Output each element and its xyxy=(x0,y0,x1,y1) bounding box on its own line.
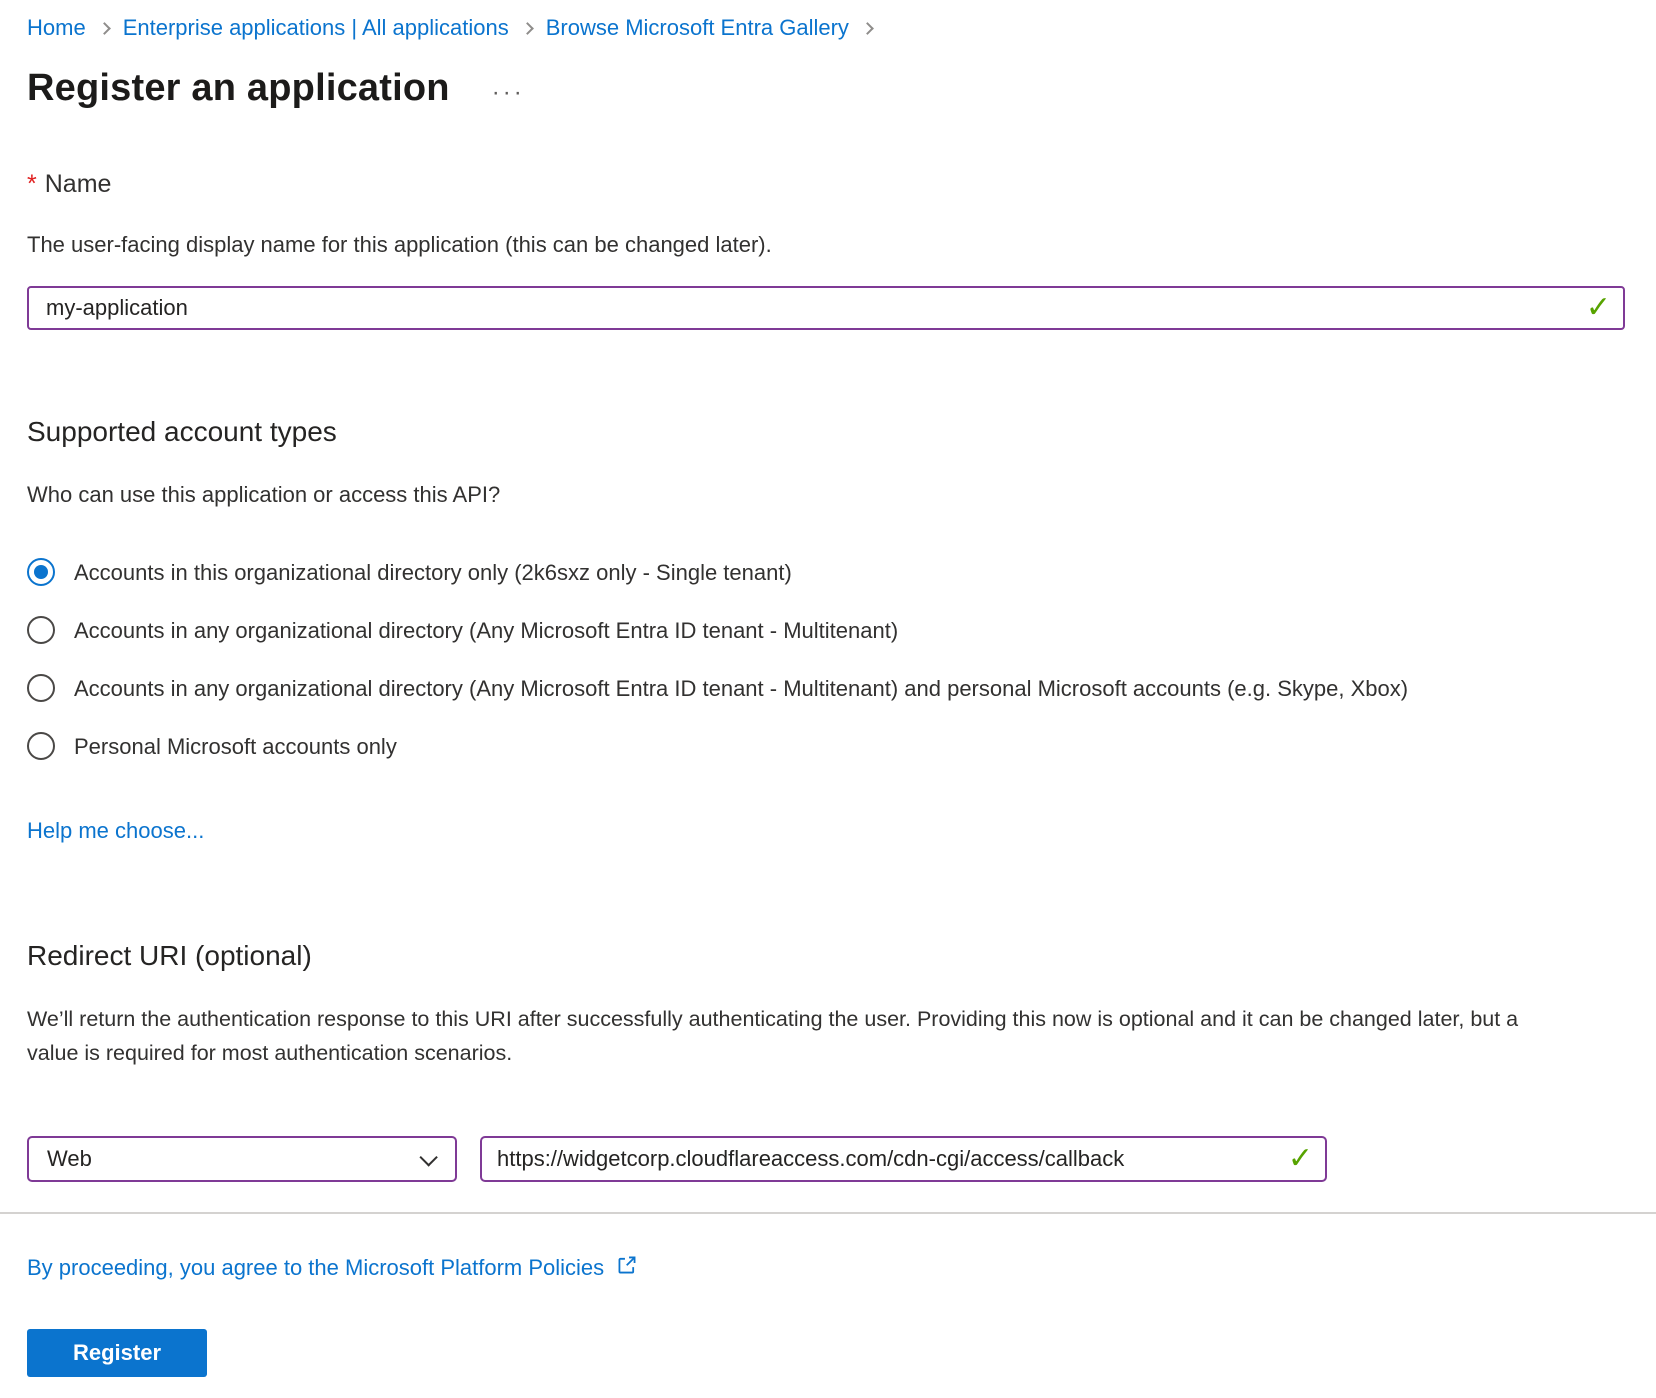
radio-button-icon xyxy=(27,616,55,644)
radio-button-icon xyxy=(27,674,55,702)
application-name-input[interactable] xyxy=(27,286,1625,330)
supported-account-types-heading: Supported account types xyxy=(27,416,337,447)
redirect-uri-row xyxy=(27,1136,1625,1182)
radio-label: Accounts in any organizational directory (Any Microsoft Entra ID tenant - Multitenant) and personal Microsoft accounts (e.g. Skype, Xbox) xyxy=(74,676,1409,701)
radio-single-tenant[interactable] xyxy=(27,556,1625,590)
platform-policies-link[interactable]: By proceeding, you agree to the Microsoft Platform Policies xyxy=(27,1254,605,1280)
valid-check-icon: ✓ xyxy=(1585,290,1611,324)
radio-button-icon xyxy=(27,558,55,586)
name-input-wrap xyxy=(27,286,1625,330)
radio-label: Accounts in any organizational directory (Any Microsoft Entra ID tenant - Multitenant) xyxy=(74,618,899,643)
chevron-right-icon xyxy=(98,22,111,35)
more-options-icon[interactable]: ··· xyxy=(491,79,525,106)
chevron-right-icon xyxy=(861,22,874,35)
name-field-label: * Name xyxy=(27,170,112,198)
breadcrumb-home-link[interactable]: Home xyxy=(27,15,86,40)
platform-selected-value: Web xyxy=(47,1146,92,1171)
policy-row xyxy=(27,1254,1625,1281)
breadcrumb xyxy=(27,14,1625,42)
breadcrumb-entra-gallery-link[interactable]: Browse Microsoft Entra Gallery xyxy=(545,15,849,40)
chevron-right-icon xyxy=(521,22,534,35)
valid-check-icon: ✓ xyxy=(1287,1141,1313,1175)
help-me-choose-link[interactable]: Help me choose... xyxy=(27,818,205,843)
register-button[interactable]: Register xyxy=(27,1329,207,1377)
radio-multitenant[interactable] xyxy=(27,614,1625,648)
radio-label: Personal Microsoft accounts only xyxy=(74,734,397,759)
breadcrumb-enterprise-apps-link[interactable]: Enterprise applications | All applications xyxy=(122,15,509,40)
radio-personal-only[interactable] xyxy=(27,730,1625,764)
redirect-uri-input[interactable] xyxy=(480,1136,1327,1182)
radio-button-icon xyxy=(27,732,55,760)
radio-label: Accounts in this organizational directory only (2k6sxz only - Single tenant) xyxy=(74,560,792,585)
page-title: Register an application xyxy=(27,67,450,109)
redirect-uri-description: We’ll return the authentication response to this URI after successfully authenticating the user. Providing this now is optional and it can be changed later, but a value is required for most authentication scenarios. xyxy=(27,1007,1519,1065)
uri-input-wrap xyxy=(480,1136,1327,1182)
account-types-question: Who can use this application or access this API? xyxy=(27,482,501,507)
radio-multitenant-personal[interactable] xyxy=(27,672,1625,706)
name-field-description: The user-facing display name for this application (this can be changed later). xyxy=(27,232,772,257)
platform-select-dropdown[interactable] xyxy=(27,1136,457,1182)
account-type-radio-group xyxy=(27,556,1625,764)
external-link-icon xyxy=(616,1254,638,1281)
redirect-uri-heading: Redirect URI (optional) xyxy=(27,940,312,971)
section-divider xyxy=(0,1212,1656,1214)
required-asterisk: * xyxy=(27,170,37,198)
title-row xyxy=(27,66,1625,110)
chevron-down-icon xyxy=(419,1148,437,1166)
